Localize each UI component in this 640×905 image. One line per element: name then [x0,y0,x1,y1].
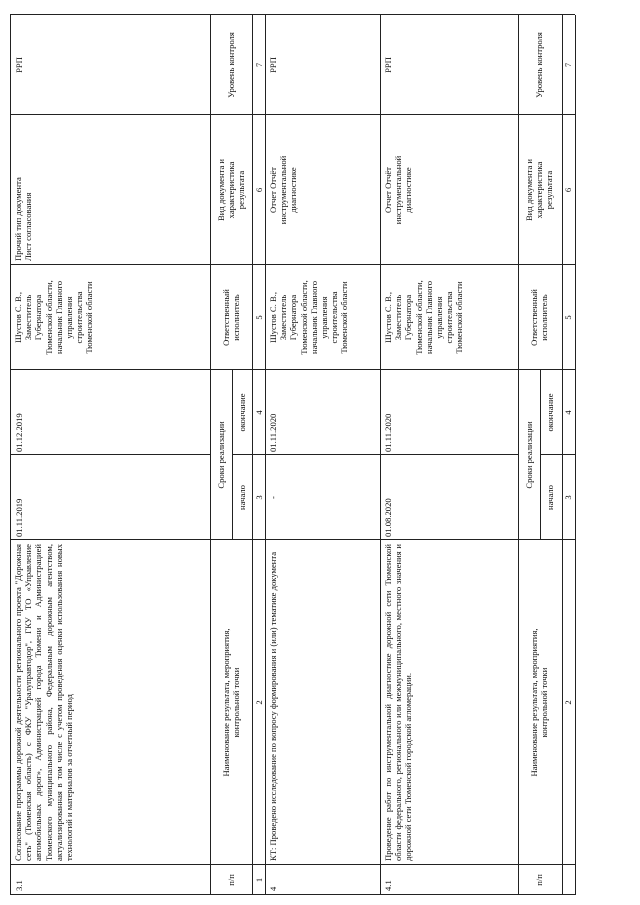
col-number-7-repeat: 7 [563,62,573,68]
header-end: окончание [237,393,247,432]
col-number-1: 1 [254,877,264,883]
header-responsible-repeat: Ответственный исполнитель [529,289,550,346]
col-number-3-repeat: 3 [563,495,573,500]
row-3-1-name: Согласование программы дорожной деятельности регионального проекта "Дорожная сеть" (Тюменская область) с ФКУ "Уралуправтодор", ГКУ ТО «Управление автомобильных дорог», Администрацией города Тюмени и Администрацией Тюменского муниципального района, Федеральным дорожным агентством, актуализированная в том числе с учетом проведения оценки использования новых технологий и материалов за отчетный период [13,544,75,861]
header-control-level-repeat: Уровень контроля [534,32,544,98]
col-line [10,864,575,865]
col-line [10,539,575,540]
row-4-start-date: - [268,496,278,499]
header-end-repeat: окончание [545,393,555,432]
header-num: п/п [226,874,236,886]
col-number-5-repeat: 5 [563,315,573,320]
row-4-1-end-date: 01.11.2020 [383,413,393,452]
row-4-end-date: 01.11.2020 [268,413,278,452]
header-document-repeat: Вид документа и характеристика результата [524,158,555,222]
header-terms: Сроки реализации [216,421,226,489]
row-4-responsible: Шустов С. В., Заместитель Губернатора Тюменской области, начальник Главного управления строительства Тюменской области [268,280,350,355]
col-number-4-repeat: 4 [563,410,573,415]
row-line [210,15,211,895]
header-document: Вид документа и характеристика результата [216,158,247,222]
row-line [252,15,253,895]
row-3-1-number: 3.1 [14,880,24,891]
col-number-2: 2 [254,700,264,705]
col-number-5: 5 [254,315,264,320]
header-control-level: Уровень контроля [226,32,236,98]
header-responsible: Ответственный исполнитель [221,289,242,346]
row-line [380,15,381,895]
row-line [575,15,576,895]
row-3-1-start-date: 01.11.2019 [14,498,24,537]
row-3-1-document: Прочий тип документа Лист согласования [13,177,34,261]
col-number-3: 3 [254,495,264,500]
row-4-number: 4 [268,886,278,891]
col-line [10,114,575,115]
header-start-repeat: начало [545,485,555,510]
row-4-1-start-date: 01.08.2020 [383,498,393,537]
row-4-1-document: Отчет Отчёт инструментальной диагностике [383,155,414,225]
header-name: Наименование результата, мероприятия, контрольной точки [221,628,242,777]
row-4-name: КТ: Проведено исследование по вопросу формирования и (или) тематике документа [268,551,278,861]
row-4-document: Отчет Отчёт инструментальной диагностике [268,155,299,225]
row-4-1-number: 4.1 [383,880,393,891]
col-number-6-repeat: 6 [563,187,573,193]
row-4-1-control-level: РРП [383,57,393,73]
row-line [518,15,519,895]
row-line [540,370,541,540]
col-line [10,454,210,455]
col-number-4: 4 [254,410,264,415]
row-3-1-responsible: Шустов С. В., Заместитель Губернатора Тюменской области, начальник Главного управления строительства Тюменской области [13,280,95,355]
row-4-1-name: Проведение работ по инструментальной диагностике дорожной сети Тюменской области федерального, регионального или межмуниципального, местного значения и дорожной сети Тюменской городской агломерации. [383,544,414,861]
header-start: начало [237,485,247,510]
header-name-repeat: Наименование результата, мероприятия, контрольной точки [529,628,550,777]
row-4-control-level: РРП [268,57,278,73]
row-3-1-end-date: 01.12.2019 [14,413,24,452]
col-line [10,369,575,370]
col-line [380,454,518,455]
row-line [232,370,233,540]
row-line [10,15,11,895]
col-line [10,14,575,15]
header-terms-repeat: Сроки реализации [524,421,534,489]
row-3-1-control-level: РРП [14,57,24,73]
col-line [10,264,575,265]
col-number-7: 7 [254,62,264,68]
row-line [265,15,266,895]
col-number-2-repeat: 2 [563,700,573,705]
row-4-1-responsible: Шустов С. В., Заместитель Губернатора Тюменской области, начальник Главного управления строительства Тюменской области [383,280,465,355]
col-number-6: 6 [254,187,264,193]
col-line [10,894,575,895]
header-num-repeat: п/п [534,874,544,886]
